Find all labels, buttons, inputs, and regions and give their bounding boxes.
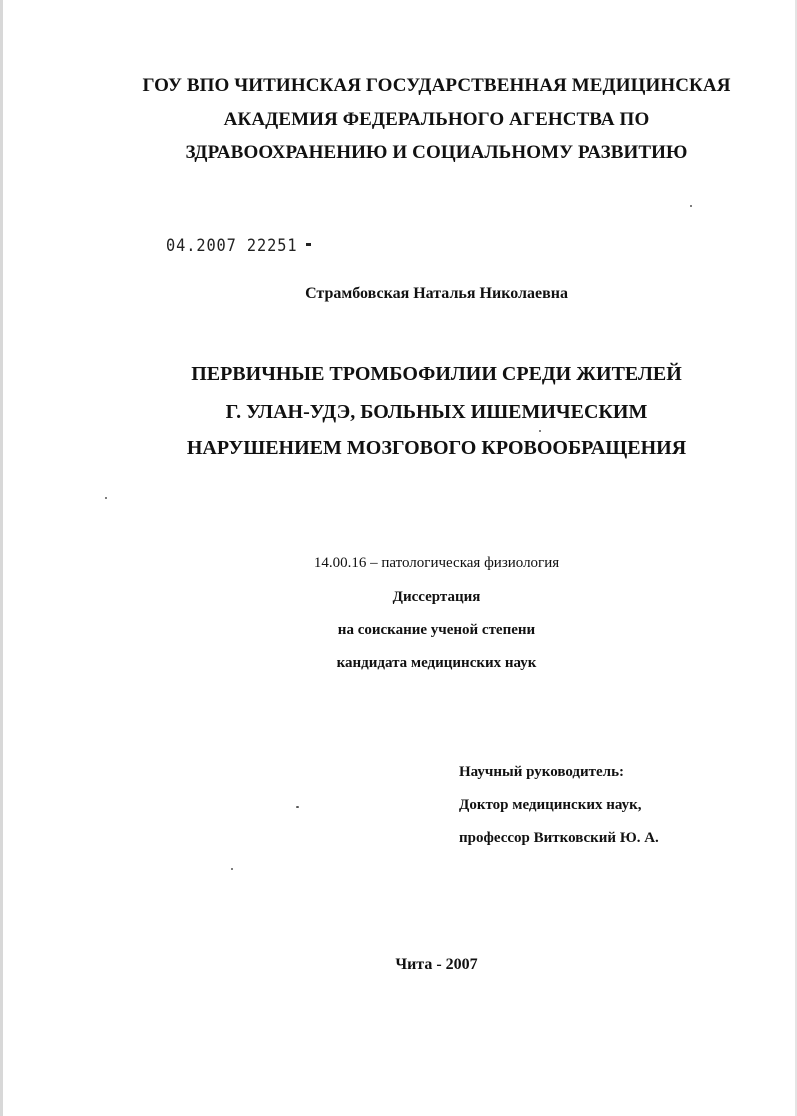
scan-speck (690, 205, 692, 207)
scan-edge-left (0, 0, 3, 1116)
scan-speck (539, 430, 541, 432)
supervisor-name: профессор Витковский Ю. А. (459, 830, 659, 846)
thesis-title-line-1: ПЕРВИЧНЫЕ ТРОМБОФИЛИИ СРЕДИ ЖИТЕЛЕЙ (191, 363, 682, 385)
degree-name: кандидата медицинских наук (336, 655, 537, 671)
scan-speck (105, 497, 107, 499)
dissertation-label: Диссертация (392, 589, 481, 605)
institution-line-2: АКАДЕМИЯ ФЕДЕРАЛЬНОГО АГЕНСТВА ПО (223, 109, 650, 130)
thesis-title-line-3: НАРУШЕНИЕМ МОЗГОВОГО КРОВООБРАЩЕНИЯ (186, 437, 687, 459)
registration-dash (306, 243, 311, 246)
scan-speck (231, 868, 233, 870)
degree-purpose: на соискание ученой степени (337, 622, 536, 638)
place-and-year: Чита - 2007 (395, 956, 478, 973)
supervisor-degree: Доктор медицинских наук, (459, 797, 642, 813)
author-name: Страмбовская Наталья Николаевна (305, 285, 568, 302)
scan-speck (296, 806, 299, 808)
institution-line-1: ГОУ ВПО ЧИТИНСКАЯ ГОСУДАРСТВЕННАЯ МЕДИЦИНСКАЯ (142, 75, 731, 96)
registration-number: 04.2007 22251 (166, 236, 298, 256)
specialty-code: 14.00.16 – патологическая физиология (313, 555, 560, 571)
supervisor-label: Научный руководитель: (459, 764, 624, 780)
thesis-title-line-2: Г. УЛАН-УДЭ, БОЛЬНЫХ ИШЕМИЧЕСКИМ (225, 401, 648, 423)
institution-line-3: ЗДРАВООХРАНЕНИЮ И СОЦИАЛЬНОМУ РАЗВИТИЮ (185, 142, 688, 163)
